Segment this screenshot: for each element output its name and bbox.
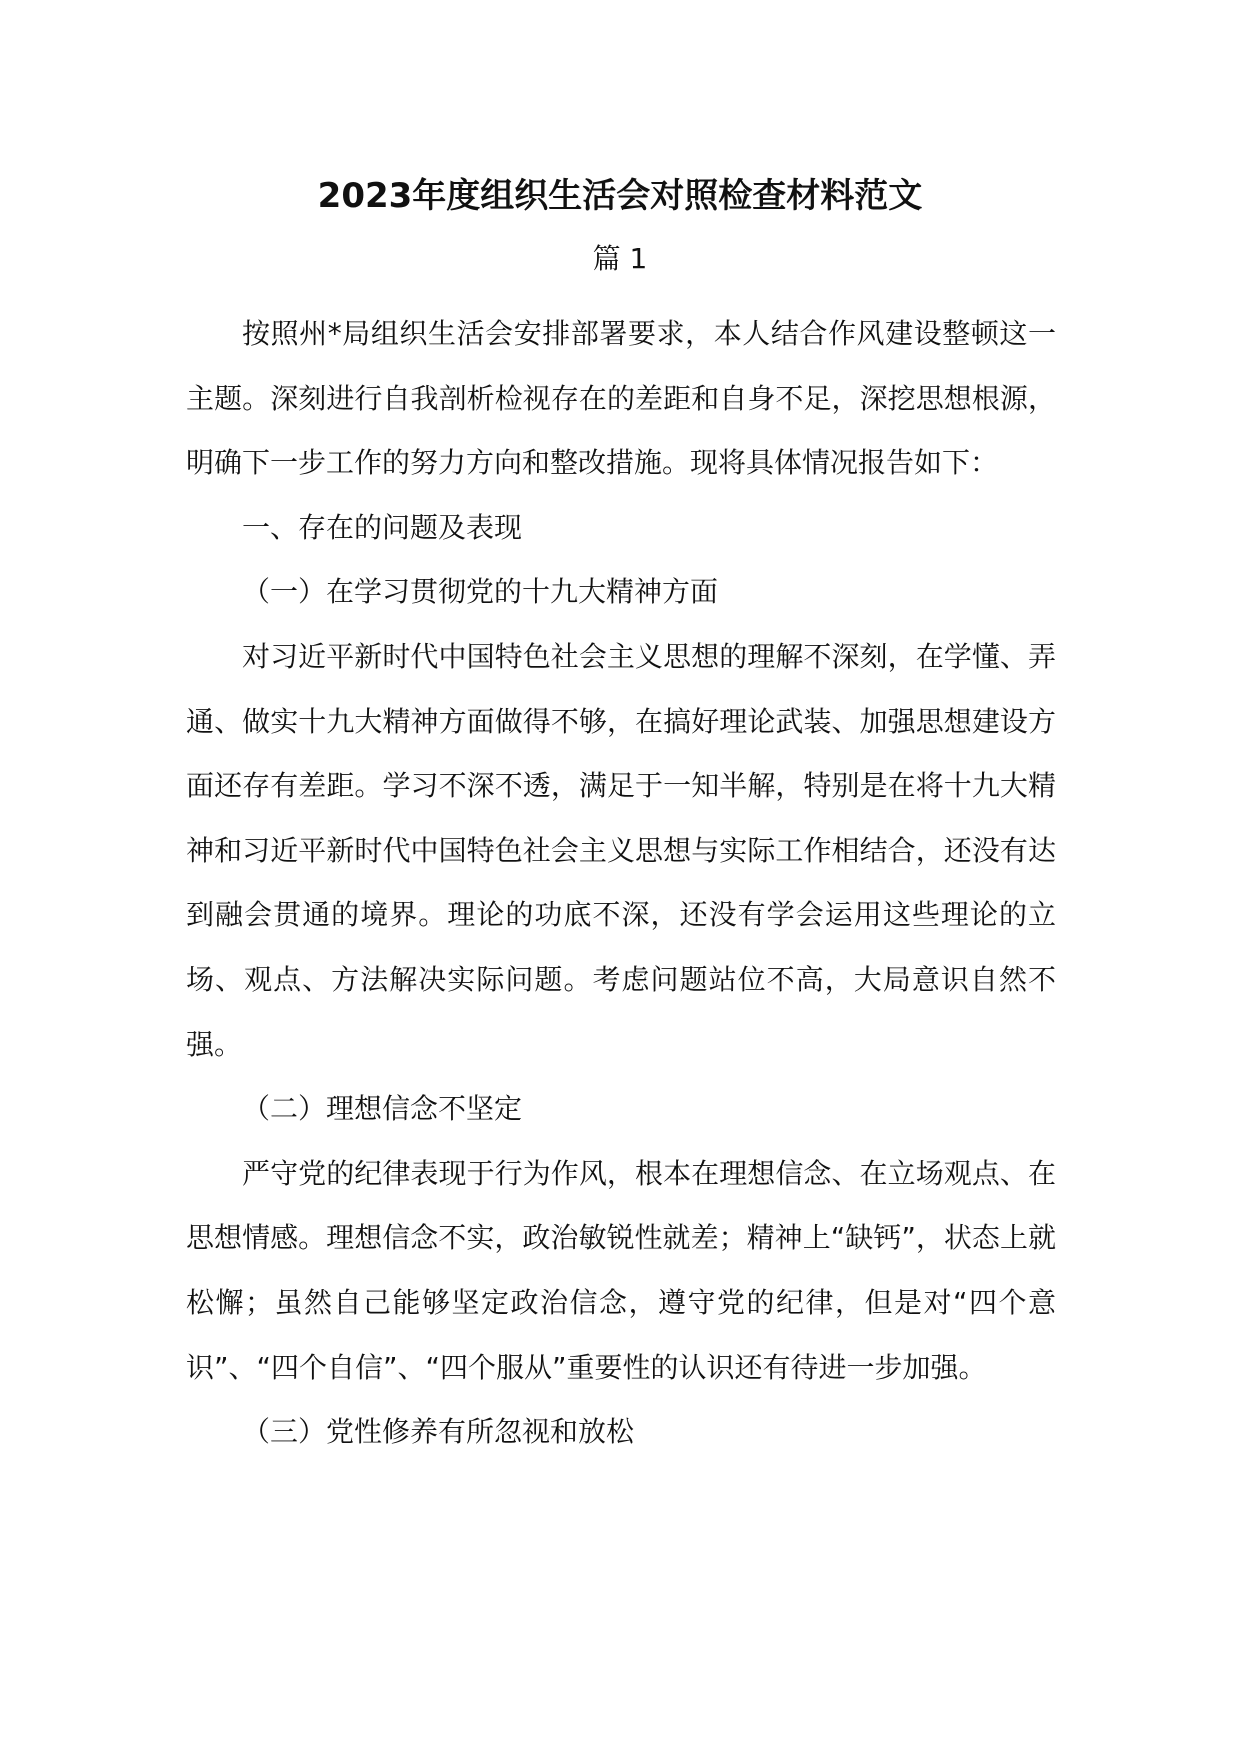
document-title: 2023年度组织生活会对照检查材料范文	[317, 176, 923, 216]
subsection-heading-belief: （二）理想信念不坚定	[242, 1092, 523, 1126]
belief-paragraph: 严守党的纪律表现于行为作风，根本在理想信念、在立场观点、在思想情感。理想信念不实，政治敏锐性就差；精神上“缺钙”，状态上就松懈；虽然自己能够坚定政治信念，遵守党的纪律，但是对“四个意识”、“四个自信”、“四个服从”重要性的认识还有待进一步加强。	[186, 1156, 1056, 1384]
subsection-heading-party-spirit: （三）党性修养有所忽视和放松	[242, 1415, 635, 1449]
section-heading-problems: 一、存在的问题及表现	[242, 510, 523, 544]
document-body	[186, 302, 1056, 1465]
subsection-heading-study: （一）在学习贯彻党的十九大精神方面	[242, 575, 719, 609]
study-paragraph: 对习近平新时代中国特色社会主义思想的理解不深刻，在学懂、弄通、做实十九大精神方面做得不够，在搞好理论武装、加强思想建设方面还存有差距。学习不深不透，满足于一知半解，特别是在将十九大精神和习近平新时代中国特色社会主义思想与实际工作相结合，还没有达到融会贯通的境界。理论的功底不深，还没有学会运用这些理论的立场、观点、方法解决实际问题。考虑问题站位不高，大局意识自然不强。	[186, 639, 1056, 1061]
intro-paragraph: 按照州*局组织生活会安排部署要求，本人结合作风建设整顿这一主题。深刻进行自我剖析检视存在的差距和自身不足，深挖思想根源，明确下一步工作的努力方向和整改措施。现将具体情况报告如下：	[186, 317, 1056, 480]
document-subtitle: 篇 1	[592, 242, 648, 275]
